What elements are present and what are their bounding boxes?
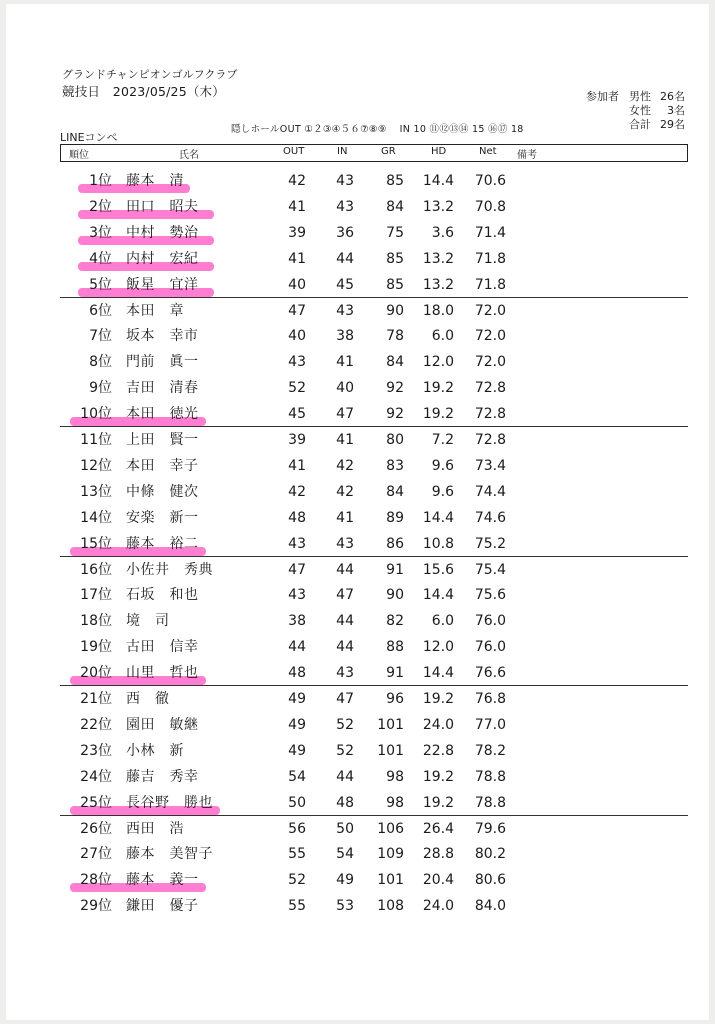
rank-cell: 10位 (80, 406, 112, 423)
gr-cell: 98 (386, 768, 404, 785)
hd-cell: 19.2 (422, 768, 454, 785)
hd-cell: 13.2 (422, 250, 454, 267)
net-cell: 70.6 (474, 173, 506, 189)
out-cell: 49 (288, 691, 306, 707)
gr-cell: 106 (377, 820, 404, 837)
in-cell: 44 (336, 639, 354, 656)
rank-cell: 24位 (80, 768, 112, 785)
hd-cell: 19.2 (422, 794, 454, 811)
rank-cell: 6位 (89, 302, 112, 319)
net-cell: 72.0 (474, 354, 506, 371)
name-cell: 本田 幸子 (126, 457, 199, 474)
in-cell: 47 (336, 691, 354, 707)
out-cell: 40 (288, 276, 306, 293)
name-cell: 飯星 宜洋 (126, 276, 199, 293)
result-sheet (6, 4, 709, 1020)
in-cell: 41 (336, 509, 354, 526)
out-cell: 42 (288, 173, 306, 189)
name-cell: 境 司 (126, 613, 170, 630)
name-cell: 田口 昭夫 (126, 198, 199, 215)
table-row (6, 660, 709, 686)
hd-cell: 14.4 (422, 587, 454, 604)
out-cell: 40 (288, 328, 306, 345)
hd-cell: 24.0 (422, 898, 454, 915)
table-row (6, 427, 709, 453)
gr-cell: 88 (386, 639, 404, 656)
net-cell: 70.8 (474, 198, 506, 215)
out-cell: 52 (288, 380, 306, 397)
col-gr: GR (381, 146, 396, 157)
hd-cell: 19.2 (422, 380, 454, 397)
hd-cell: 9.6 (431, 457, 454, 474)
stat-sex: 男性 (629, 90, 651, 103)
gr-cell: 91 (386, 561, 404, 578)
in-cell: 41 (336, 432, 354, 448)
out-cell: 49 (288, 742, 306, 759)
in-cell: 41 (336, 354, 354, 371)
rank-cell: 16位 (80, 561, 112, 578)
gr-cell: 85 (386, 250, 404, 267)
net-cell: 80.6 (474, 872, 506, 889)
net-cell: 73.4 (474, 457, 506, 474)
out-cell: 42 (288, 483, 306, 500)
in-cell: 44 (336, 768, 354, 785)
name-cell: 藤本 美智子 (126, 846, 213, 863)
name-cell: 藤本 裕二 (126, 535, 199, 552)
hd-cell: 6.0 (431, 613, 454, 630)
table-row (6, 557, 709, 583)
col-out: OUT (283, 146, 305, 157)
gr-cell: 90 (386, 587, 404, 604)
net-cell: 72.8 (474, 432, 506, 448)
table-row (6, 453, 709, 479)
in-cell: 48 (336, 794, 354, 811)
table-row (6, 375, 709, 401)
table-row (6, 531, 709, 557)
name-cell: 本田 章 (126, 302, 184, 319)
net-cell: 74.6 (474, 509, 506, 526)
name-cell: 本田 徳光 (126, 406, 199, 423)
in-cell: 43 (336, 173, 354, 189)
out-cell: 41 (288, 250, 306, 267)
name-cell: 中條 健次 (126, 483, 199, 500)
net-cell: 76.0 (474, 613, 506, 630)
rank-cell: 14位 (80, 509, 112, 526)
out-cell: 45 (288, 406, 306, 423)
out-cell: 47 (288, 561, 306, 578)
rank-cell: 21位 (80, 691, 112, 707)
hd-cell: 22.8 (422, 742, 454, 759)
name-cell: 古田 信幸 (126, 639, 199, 656)
gr-cell: 98 (386, 794, 404, 811)
rank-cell: 3位 (89, 224, 112, 241)
in-cell: 44 (336, 561, 354, 578)
out-cell: 43 (288, 587, 306, 604)
name-cell: 小佐井 秀典 (126, 561, 213, 578)
gr-cell: 89 (386, 509, 404, 526)
gr-cell: 108 (377, 898, 404, 915)
net-cell: 72.8 (474, 380, 506, 397)
rank-cell: 1位 (89, 173, 112, 189)
net-cell: 78.2 (474, 742, 506, 759)
in-cell: 44 (336, 250, 354, 267)
name-cell: 上田 賢一 (126, 432, 199, 448)
col-net: Net (479, 146, 497, 157)
table-row (6, 841, 709, 867)
col-note: 備考 (517, 150, 537, 161)
table-row (6, 505, 709, 531)
hd-cell: 7.2 (431, 432, 454, 448)
gr-cell: 90 (386, 302, 404, 319)
in-cell: 42 (336, 457, 354, 474)
gr-cell: 96 (386, 691, 404, 707)
table-row (6, 738, 709, 764)
rank-cell: 20位 (80, 665, 112, 682)
rank-cell: 23位 (80, 742, 112, 759)
table-row (6, 608, 709, 634)
net-cell: 78.8 (474, 794, 506, 811)
name-cell: 鎌田 優子 (126, 898, 199, 915)
in-cell: 47 (336, 587, 354, 604)
rank-cell: 13位 (80, 483, 112, 500)
in-cell: 40 (336, 380, 354, 397)
hd-cell: 6.0 (431, 328, 454, 345)
hd-cell: 13.2 (422, 198, 454, 215)
hd-cell: 19.2 (422, 406, 454, 423)
net-cell: 79.6 (474, 820, 506, 837)
hd-cell: 15.6 (422, 561, 454, 578)
out-cell: 48 (288, 665, 306, 682)
in-cell: 50 (336, 820, 354, 837)
col-rank: 順位 (69, 150, 89, 161)
gr-cell: 84 (386, 483, 404, 500)
rank-cell: 29位 (80, 898, 112, 915)
out-cell: 52 (288, 872, 306, 889)
table-row (6, 349, 709, 375)
table-row (6, 401, 709, 427)
name-cell: 山里 哲也 (126, 665, 199, 682)
in-cell: 49 (336, 872, 354, 889)
col-name: 氏名 (179, 150, 199, 161)
rank-cell: 5位 (89, 276, 112, 293)
hd-cell: 18.0 (422, 302, 454, 319)
net-cell: 84.0 (474, 898, 506, 915)
hd-cell: 12.0 (422, 354, 454, 371)
in-cell: 52 (336, 716, 354, 733)
net-cell: 74.4 (474, 483, 506, 500)
in-cell: 53 (336, 898, 354, 915)
table-row (6, 634, 709, 660)
gr-cell: 109 (377, 846, 404, 863)
gr-cell: 101 (377, 742, 404, 759)
table-row (6, 323, 709, 349)
table-row (6, 582, 709, 608)
net-cell: 76.0 (474, 639, 506, 656)
gr-cell: 85 (386, 276, 404, 293)
net-cell: 75.4 (474, 561, 506, 578)
stat-count: 26名 (660, 90, 685, 103)
rank-cell: 12位 (80, 457, 112, 474)
in-cell: 43 (336, 302, 354, 319)
out-cell: 39 (288, 432, 306, 448)
table-row (6, 712, 709, 738)
table-row (6, 893, 709, 919)
out-cell: 49 (288, 716, 306, 733)
table-row (6, 867, 709, 893)
out-cell: 41 (288, 457, 306, 474)
table-row (6, 686, 709, 712)
gr-cell: 92 (386, 380, 404, 397)
rank-cell: 2位 (89, 198, 112, 215)
net-cell: 76.6 (474, 665, 506, 682)
net-cell: 71.4 (474, 224, 506, 241)
gr-cell: 101 (377, 716, 404, 733)
net-cell: 71.8 (474, 250, 506, 267)
rank-cell: 15位 (80, 535, 112, 552)
hd-cell: 10.8 (422, 535, 454, 552)
competition-date: 競技日 2023/05/25（木） (62, 84, 225, 99)
table-row (6, 764, 709, 790)
hd-cell: 28.8 (422, 846, 454, 863)
rank-cell: 11位 (80, 432, 112, 448)
name-cell: 小林 新 (126, 742, 184, 759)
out-cell: 55 (288, 898, 306, 915)
gr-cell: 86 (386, 535, 404, 552)
out-cell: 44 (288, 639, 306, 656)
rank-cell: 28位 (80, 872, 112, 889)
out-cell: 47 (288, 302, 306, 319)
net-cell: 72.8 (474, 406, 506, 423)
table-row (6, 479, 709, 505)
stat-count: 29名 (660, 118, 685, 131)
net-cell: 72.0 (474, 302, 506, 319)
hd-cell: 26.4 (422, 820, 454, 837)
in-cell: 43 (336, 198, 354, 215)
rank-cell: 17位 (80, 587, 112, 604)
out-cell: 55 (288, 846, 306, 863)
col-in: IN (337, 146, 348, 157)
rank-cell: 4位 (89, 250, 112, 267)
stat-label: 参加者 (586, 90, 619, 103)
table-row (6, 790, 709, 816)
in-cell: 52 (336, 742, 354, 759)
table-row (6, 220, 709, 246)
hd-cell: 14.4 (422, 509, 454, 526)
net-cell: 76.8 (474, 691, 506, 707)
name-cell: 藤本 清 (126, 173, 184, 189)
gr-cell: 84 (386, 198, 404, 215)
out-cell: 43 (288, 354, 306, 371)
stat-sex: 合計 (629, 118, 651, 131)
gr-cell: 75 (386, 224, 404, 241)
net-cell: 72.0 (474, 328, 506, 345)
out-cell: 38 (288, 613, 306, 630)
hd-cell: 14.4 (422, 665, 454, 682)
out-cell: 41 (288, 198, 306, 215)
name-cell: 中村 勢治 (126, 224, 199, 241)
out-cell: 39 (288, 224, 306, 241)
table-row (6, 194, 709, 220)
table-row (6, 272, 709, 298)
hidden-holes: 隠しホールOUT ①２③④５６⑦⑧⑨ IN 10 ⑪⑫⑬⑭ 15 ⑯⑰ 18 (231, 124, 524, 135)
rank-cell: 27位 (80, 846, 112, 863)
net-cell: 77.0 (474, 716, 506, 733)
competition-name: LINEコンペ (60, 131, 118, 144)
hd-cell: 3.6 (431, 224, 454, 241)
name-cell: 安楽 新一 (126, 509, 199, 526)
stat-row-total (586, 118, 685, 132)
gr-cell: 85 (386, 173, 404, 189)
rank-cell: 26位 (80, 820, 112, 837)
rank-cell: 7位 (89, 328, 112, 345)
name-cell: 藤吉 秀幸 (126, 768, 199, 785)
hd-cell: 24.0 (422, 716, 454, 733)
gr-cell: 92 (386, 406, 404, 423)
in-cell: 38 (336, 328, 354, 345)
out-cell: 48 (288, 509, 306, 526)
table-row (6, 246, 709, 272)
hd-cell: 13.2 (422, 276, 454, 293)
gr-cell: 83 (386, 457, 404, 474)
out-cell: 54 (288, 768, 306, 785)
name-cell: 坂本 幸市 (126, 328, 199, 345)
in-cell: 45 (336, 276, 354, 293)
in-cell: 44 (336, 613, 354, 630)
rank-cell: 18位 (80, 613, 112, 630)
rank-cell: 25位 (80, 794, 112, 811)
net-cell: 78.8 (474, 768, 506, 785)
out-cell: 50 (288, 794, 306, 811)
table-header (60, 144, 688, 162)
rank-cell: 8位 (89, 354, 112, 371)
net-cell: 75.6 (474, 587, 506, 604)
hd-cell: 14.4 (422, 173, 454, 189)
col-hd: HD (431, 146, 447, 157)
name-cell: 西田 浩 (126, 820, 184, 837)
gr-cell: 78 (386, 328, 404, 345)
hd-cell: 9.6 (431, 483, 454, 500)
stat-count: 3名 (667, 104, 685, 117)
name-cell: 吉田 清春 (126, 380, 199, 397)
rank-cell: 9位 (89, 380, 112, 397)
net-cell: 80.2 (474, 846, 506, 863)
net-cell: 75.2 (474, 535, 506, 552)
in-cell: 43 (336, 665, 354, 682)
in-cell: 54 (336, 846, 354, 863)
table-row (6, 168, 709, 194)
stat-row-female (586, 104, 685, 118)
name-cell: 長谷野 勝也 (126, 794, 213, 811)
stat-row-male (586, 90, 685, 104)
hd-cell: 20.4 (422, 872, 454, 889)
in-cell: 47 (336, 406, 354, 423)
club-name: グランドチャンピオンゴルフクラブ (62, 68, 238, 81)
gr-cell: 80 (386, 432, 404, 448)
name-cell: 石坂 和也 (126, 587, 199, 604)
table-row (6, 298, 709, 324)
gr-cell: 82 (386, 613, 404, 630)
rank-cell: 22位 (80, 716, 112, 733)
out-cell: 56 (288, 820, 306, 837)
participant-stats (586, 90, 685, 132)
table-row (6, 816, 709, 842)
name-cell: 門前 眞一 (126, 354, 199, 371)
stat-sex: 女性 (629, 104, 651, 117)
hd-cell: 12.0 (422, 639, 454, 656)
hd-cell: 19.2 (422, 691, 454, 707)
in-cell: 43 (336, 535, 354, 552)
gr-cell: 84 (386, 354, 404, 371)
in-cell: 36 (336, 224, 354, 241)
gr-cell: 91 (386, 665, 404, 682)
name-cell: 内村 宏紀 (126, 250, 199, 267)
rank-cell: 19位 (80, 639, 112, 656)
gr-cell: 101 (377, 872, 404, 889)
in-cell: 42 (336, 483, 354, 500)
out-cell: 43 (288, 535, 306, 552)
net-cell: 71.8 (474, 276, 506, 293)
name-cell: 藤本 義一 (126, 872, 199, 889)
name-cell: 園田 敏継 (126, 716, 199, 733)
name-cell: 西 徹 (126, 691, 170, 707)
